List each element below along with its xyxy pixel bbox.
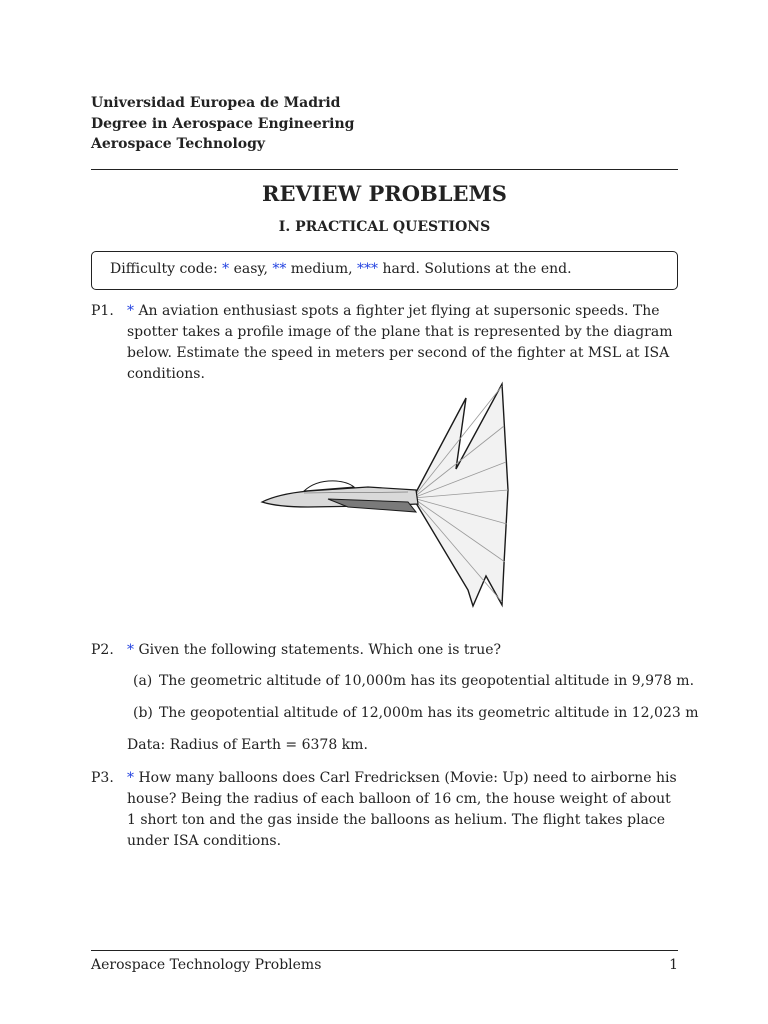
footer-rule [91, 950, 678, 951]
problem-text [127, 768, 678, 852]
problem-number: P1. [91, 303, 114, 319]
easy-mark: * [222, 261, 230, 277]
shock-wave-shape [413, 384, 508, 606]
problem-text [127, 301, 678, 385]
problem-text [127, 640, 678, 661]
problem-1 [91, 301, 678, 385]
difficulty-prefix: Difficulty code: [110, 261, 223, 277]
problem-2 [91, 640, 678, 661]
page-title: REVIEW PROBLEMS [262, 181, 507, 206]
hard-label: hard. Solutions at the end. [378, 261, 572, 277]
problem-statement: How many balloons does Carl Fredricksen (Movie: Up) need to airborne his house? Being the radius of each balloon of 16 cm, the house weight of about 1 short ton and the gas inside the balloons as helium. The flight takes place under ISA conditions. [127, 770, 677, 849]
easy-label: easy, [229, 261, 273, 277]
option-a [133, 673, 694, 689]
problem-2-data: Data: Radius of Earth = 6378 km. [127, 737, 368, 753]
medium-label: medium, [286, 261, 358, 277]
option-text: The geopotential altitude of 12,000m has its geometric altitude in 12,023 m [159, 705, 699, 721]
footer-title: Aerospace Technology Problems [91, 957, 322, 973]
difficulty-mark: * [127, 770, 134, 786]
problem-3 [91, 768, 678, 852]
problem-number: P2. [91, 642, 114, 658]
option-b [133, 705, 699, 721]
option-text: The geometric altitude of 10,000m has its geopotential altitude in 9,978 m. [159, 673, 695, 689]
problem-statement: Given the following statements. Which one is true? [134, 642, 502, 658]
hard-mark: *** [357, 261, 379, 277]
problem-statement: An aviation enthusiast spots a fighter jet flying at supersonic speeds. The spotter takes a profile image of the plane that is represented by the diagram below. Estimate the speed in meters per second of the fighter at MSL at ISA conditions. [127, 303, 673, 382]
medium-mark: ** [272, 261, 287, 277]
page-number: 1 [669, 957, 678, 973]
option-label: (b) [133, 705, 153, 721]
difficulty-mark: * [127, 642, 134, 658]
fighter-jet-diagram [258, 376, 518, 612]
section-title: I. PRACTICAL QUESTIONS [278, 219, 491, 235]
degree-name: Degree in Aerospace Engineering [91, 115, 355, 132]
university-name: Universidad Europea de Madrid [91, 95, 341, 111]
difficulty-mark: * [127, 303, 134, 319]
difficulty-legend-box [91, 251, 678, 290]
course-name: Aerospace Technology [91, 136, 266, 152]
option-label: (a) [133, 673, 153, 689]
header-rule [91, 169, 678, 170]
problem-number: P3. [91, 770, 114, 786]
document-header [91, 93, 354, 155]
